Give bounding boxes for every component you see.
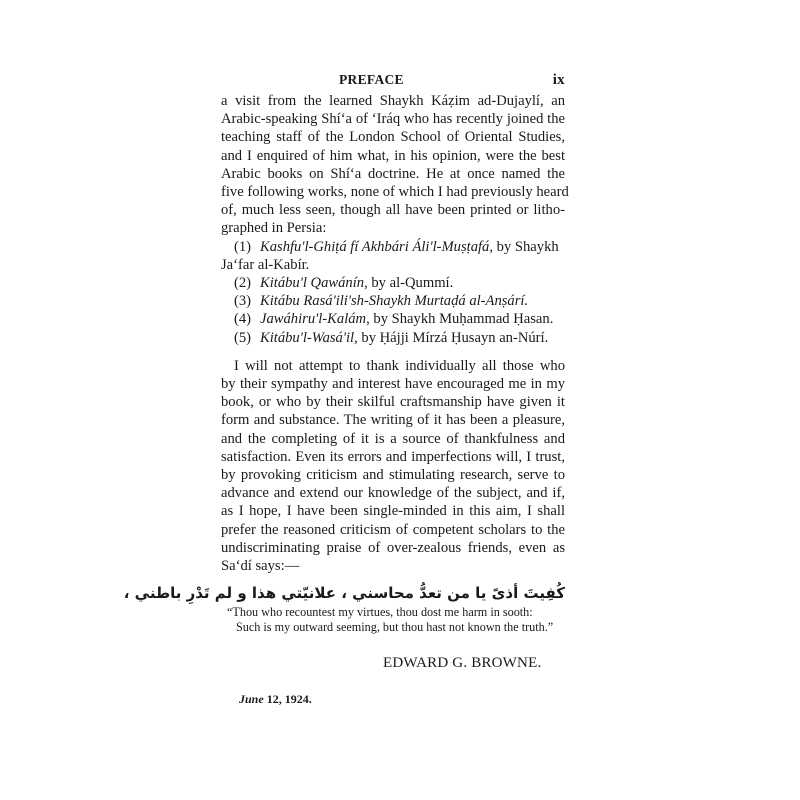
list-number: (4) (234, 311, 252, 328)
verse-translation (221, 605, 565, 635)
arabic-verse: كُفِيتَ أذىً يا من تعدُّ محاسني ، علانيّتي هذا و لم تَدْرِ باطني ، (123, 584, 565, 603)
paragraph-thanks (221, 357, 565, 575)
translation-line: “Thou who recountest my virtues, thou dost me harm in sooth: (227, 605, 533, 620)
work-author: , by al-Qummí. (364, 275, 454, 292)
running-head (221, 72, 565, 92)
work-author: , by Ḥájji Mírzá Ḥusayn an-Núrí. (354, 329, 549, 346)
running-head-title: PREFACE (339, 72, 404, 87)
page-number: ix (552, 72, 565, 88)
text-line: teaching staff of the London School of Oriental Studies, (221, 129, 565, 146)
text-line: and the completing of it is a source of thankfulness and (221, 430, 565, 447)
text-line: by their sympathy and interest have encouraged me in my (221, 376, 565, 393)
text-line: form and substance. The writing of it has been a pleasure, (221, 412, 565, 429)
preface-date (221, 692, 565, 707)
text-line: as I hope, I have been single-minded in this aim, I shall (221, 503, 565, 520)
list-item (221, 274, 565, 292)
date-month: June (239, 692, 264, 707)
book-page (123, 72, 569, 707)
list-number: (2) (234, 275, 252, 292)
paragraph-gap (221, 347, 565, 357)
work-author: , by Shaykh (489, 238, 559, 255)
work-author: , by Shaykh Muḥammad Ḥasan. (366, 311, 554, 328)
text-line: I will not attempt to thank individually all those who (234, 357, 565, 374)
list-item (221, 310, 565, 328)
text-line: and I enquired of him what, in his opinion, were the best (221, 147, 565, 164)
text-line: prefer the reasoned criticism of competent scholars to the (221, 521, 565, 538)
list-number: (1) (234, 238, 252, 255)
work-title: Kitábu Rasá'ili'sh-Shaykh Murtaḍá al-Anṣárí. (260, 293, 529, 310)
text-line: Sa‘dí says:— (221, 558, 300, 575)
text-line: graphed in Persia: (221, 220, 327, 237)
author-signature: EDWARD G. BROWNE. (383, 655, 542, 672)
translation-line: Such is my outward seeming, but thou hast not known the truth.” (236, 620, 554, 635)
works-list (221, 238, 565, 347)
work-title: Kitábu'l-Wasá'il (260, 329, 355, 346)
list-item (221, 329, 565, 347)
text-line: advance and extend our knowledge of the subject, and if, (221, 485, 565, 502)
text-line: book, or who by their skilful craftsmanship have given it (221, 394, 565, 411)
list-number: (3) (234, 293, 252, 310)
list-number: (5) (234, 329, 252, 346)
text-line: of, much less seen, though all have been printed or litho- (221, 202, 565, 219)
paragraph-visit (221, 92, 569, 238)
text-line: satisfaction. Even its errors and imperfections will, I trust, (221, 448, 565, 465)
text-line: Arabic books on Shí‘a doctrine. He at once named the (221, 165, 565, 182)
date-rest: 12, 1924. (263, 692, 312, 707)
text-line: a visit from the learned Shaykh Káẓim ad-Dujaylí, an (221, 93, 565, 109)
work-title: Kitábu'l Qawánín (260, 275, 365, 292)
list-item (221, 292, 565, 310)
work-title: Kashfu'l-Ghiṭá fí Akhbári Áli'l-Muṣṭafá (260, 238, 490, 255)
text-line: by provoking criticism and stimulating research, serve to (221, 467, 565, 484)
work-title: Jawáhiru'l-Kalám (260, 311, 367, 328)
text-line: Arabic-speaking Shí‘a of ‘Iráq who has recently joined the (221, 111, 565, 128)
list-item (221, 238, 565, 274)
text-line: five following works, none of which I had previously heard (221, 184, 569, 201)
text-line: undiscriminating praise of over-zealous friends, even as (221, 539, 565, 556)
work-author-continuation: Ja‘far al-Kabír. (221, 256, 310, 273)
